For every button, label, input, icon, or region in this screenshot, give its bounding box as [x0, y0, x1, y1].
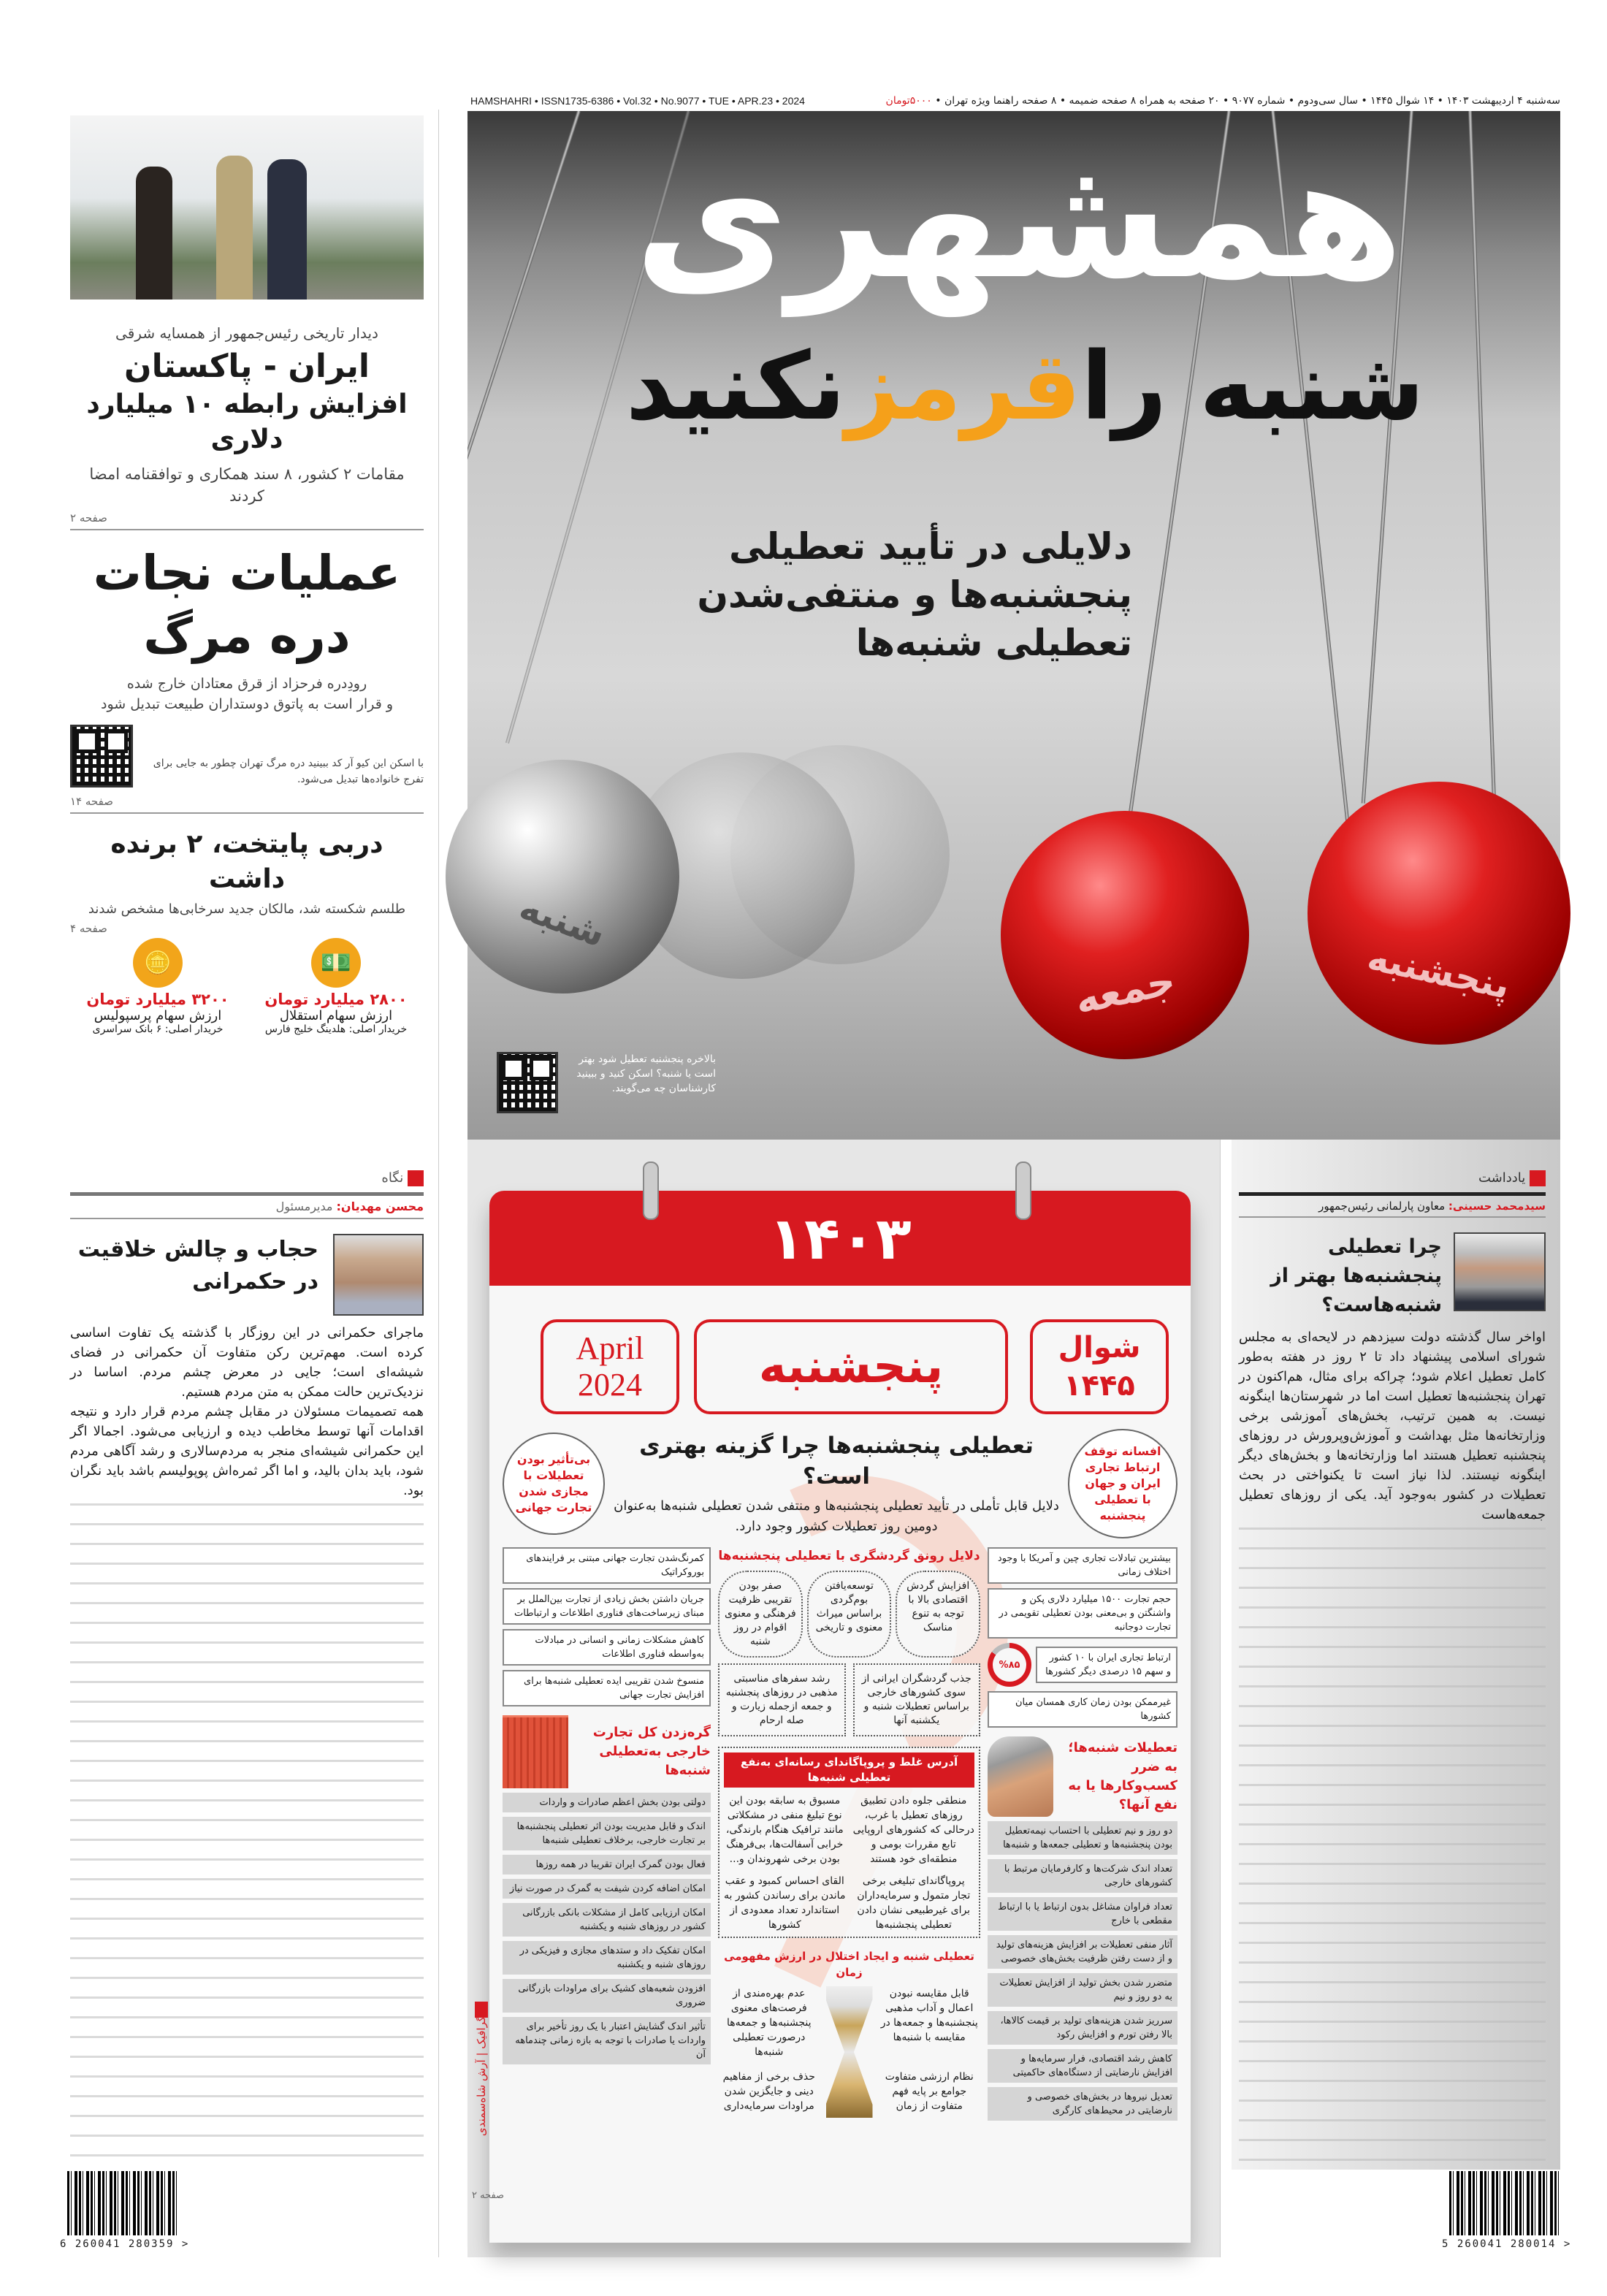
infographic-content: [503, 1429, 1177, 2121]
business-item: تعداد فراوان مشاغل بدون ارتباط یا با ارتباط مقطعی با خارج: [988, 1897, 1177, 1931]
gregorian-date-box: April 2024: [541, 1319, 679, 1414]
trade-heading: گره‌زدن کل تجارت خارجی به‌تعطیلی شنبه‌ها: [592, 1725, 711, 1778]
top-bar: [470, 63, 1560, 108]
qr-code-cover[interactable]: [497, 1052, 558, 1113]
story2-qr-text: با اسکن این کیو آر کد ببینید دره مرگ تهران چطور به جایی برای تفرج خانواده‌ها تبدیل می‌شود.: [153, 758, 424, 785]
percent-ring: %۸۵: [988, 1643, 1031, 1687]
barcode-left: [67, 2171, 177, 2235]
cover-subheadline: دلایلی در تأیید تعطیلی پنجشنبه‌ها و منتفی‌شدن تعطیلی شنبه‌ها: [697, 525, 1132, 664]
money-stack-icon: 💵: [311, 938, 361, 988]
author-role: مدیرمسئول: [275, 1200, 333, 1213]
story2-page-link[interactable]: صفحه ۱۴: [70, 795, 113, 808]
reason-box-left: کمرنگ‌شدن تجارت جهانی مبتنی بر فرایندهای بوروکراتیک: [503, 1547, 711, 1584]
cover-headline: شنبه راقرمزنکنید: [625, 332, 1424, 441]
reason-box-right: بیشترین تبادلات تجاری چین و آمریکا با وجود اختلاف زمانی: [988, 1547, 1177, 1584]
binder-ring: [643, 1162, 659, 1220]
trade-header: [503, 1715, 711, 1788]
author-photo: [1454, 1232, 1546, 1311]
time-grid: [718, 1986, 980, 2118]
cover-qr-block: [497, 1052, 716, 1113]
left-column-stories: [70, 115, 424, 1160]
business-item: متضرر شدن بخش تولید از افزایش تعطیلات به دو روز و نیم: [988, 1973, 1177, 2007]
infographic-middle-column: [718, 1547, 980, 2118]
weekday-box: پنجشنبه: [694, 1319, 1008, 1414]
story2-sub-2: و قرار است به پاتوق دوستداران طبیعت تبدیل شود: [101, 696, 393, 712]
calendar-header: [489, 1191, 1191, 1286]
stat-value: ۲۸۰۰ میلیارد تومان: [264, 991, 408, 1008]
stat-label: ارزش سهام استقلال: [279, 1008, 393, 1023]
stat-buyer: خریدار اصلی: هلدینگ خلیج فارس: [264, 1023, 408, 1035]
time-heading: تعطیلی شنبه و ایجاد اختلال در ارزش مفهومی زمان: [724, 1950, 974, 1979]
author-role: معاون پارلمانی رئیس‌جمهور: [1318, 1200, 1446, 1213]
byline: [70, 1196, 424, 1218]
red-square-icon: [408, 1170, 424, 1186]
divider: [70, 1218, 424, 1219]
infographic-top-row: [503, 1429, 1177, 1538]
calendar-year: ۱۴۰۳: [768, 1204, 912, 1273]
stat-esteghlal: [248, 938, 424, 1035]
story1-sub: مقامات ۲ کشور، ۸ سند همکاری و توافقنامه امضا کردند: [89, 465, 405, 505]
divider: [70, 529, 424, 530]
story3-page-link[interactable]: صفحه ۴: [70, 922, 107, 935]
media-item: القای احساس کمبود و عقب ماندن برای رساندن کشور به استاندارد تعداد معدودی از کشورها: [724, 1875, 846, 1931]
tourism-circle: توسعه‌یافتن بوم‌گردی براساس میراث معنوی و تاریخی: [807, 1571, 892, 1658]
author-name: محسن مهدیان:: [336, 1200, 424, 1213]
story1-page-link[interactable]: صفحه ۲: [70, 511, 107, 525]
trade-item: امکان تفکیک داد و ستدهای مجازی و فیزیکی در روزهای شنبه و یکشنبه: [503, 1941, 711, 1975]
opinion-body-2: همه تصمیمات مسئولان در مقابل چشم مردم قرار دارد و نتیجه اقدامات آنها توسط مخاطب دیده و ارزیابی می‌شود. اجمالا اگر این حکمرانی شیشه‌ای منجر به مردم‌سالاری و رشد آگاهی مردم شود، باید بدان بالید، و اما اگر ثمره‌اش پوپولیسم باشد باید نگران بود.: [70, 1404, 424, 1498]
infographic-intro: دلایل قابل تأملی در تأیید تعطیلی پنجشنبه‌ها و منتفی شدن تعطیلی شنبه‌ها به‌عنوان دومین روز تعطیلات کشور وجود دارد.: [614, 1498, 1059, 1534]
edition-info-persian: [822, 94, 1560, 108]
red-square-icon: [475, 2002, 488, 2018]
business-item: تعدیل نیروها در بخش‌های خصوصی و نارضایتی در محیط‌های کارگری: [988, 2087, 1177, 2121]
stat-label: ارزش سهام پرسپولیس: [93, 1008, 222, 1023]
column-divider: [1220, 1140, 1221, 2257]
infographic-title: تعطیلی پنجشنبه‌ها چرا گزینه بهتری است؟: [639, 1433, 1034, 1490]
story1-headline-1: ایران - پاکستان: [124, 348, 370, 385]
trade-item: امکان ارزیابی کامل از مشکلات بانکی بازرگانی کشور در روزهای شنبه و یکشنبه: [503, 1903, 711, 1937]
qr-code-death-valley[interactable]: [70, 725, 133, 787]
stat-value: ۳۲۰۰ میلیارد تومان: [86, 991, 229, 1008]
note-title: چرا تعطیلی پنجشنبه‌ها بهتر از شنبه‌هاست؟: [1270, 1235, 1442, 1316]
barcode-number-right: 5 260041 280014 >: [1442, 2238, 1572, 2250]
red-square-icon: [1530, 1170, 1546, 1186]
story2-headline-2: دره مرگ: [143, 608, 351, 664]
business-item: آثار منفی تعطیلات بر افزایش هزینه‌های تولید و از دست رفتن ظرفیت بخش‌های خصوصی: [988, 1935, 1177, 1969]
stat-buyer: خریدار اصلی: ۶ بانک سراسری: [92, 1023, 224, 1035]
story3-headline: دربی پایتخت، ۲ برنده داشت: [110, 829, 383, 894]
time-item: نظام ارزشی متفاوت جوامع بر پایه فهم متفاوت از زمان: [885, 2071, 974, 2112]
note-header: [1239, 1232, 1546, 1320]
sphere-thursday: پنجشنبه: [1308, 782, 1570, 1045]
reason-box-left: منسوخ شدن تقریبی ایده تعطیلی شنبه‌ها برای افزایش تجارت جهانی: [503, 1670, 711, 1706]
percent-row: [988, 1643, 1177, 1687]
business-heading: تعطیلات شنبه‌ها؛ به ضرر کسب‌وکارها یا به نفع آنها؟: [1068, 1740, 1177, 1812]
sphere-friday: جمعه: [1001, 811, 1249, 1059]
left-opinion: [70, 1167, 424, 2162]
barcode-right: [1449, 2171, 1559, 2235]
media-item: پروپاگاندای تبلیغی برخی تجار متمول و سرمایه‌داران برای غیرطبیعی نشان دادن تعطیلی پنجشنبه‌ها: [857, 1875, 971, 1931]
circle-right: افسانه توقف ارتباط تجاری ایران و جهان با تعطیلی پنجشنبه: [1068, 1429, 1177, 1538]
author-name: سیدمحمد حسینی:: [1448, 1200, 1546, 1213]
media-item: مسبوق به سابقه بودن این نوع تبلیغ منفی در مشکلاتی مانند ترافیک هنگام بارندگی، خرابی آسفالت‌ها، بی‌فرهنگ بودن برخی شهروندان و...: [725, 1795, 844, 1865]
opinion-header: [70, 1234, 424, 1316]
shipping-containers-image: [503, 1715, 568, 1788]
tourism-circle: صفر بودن تقریبی ظرفیت فرهنگی و معنوی اقوام در روز شنبه: [718, 1571, 803, 1658]
sphere-saturday: شنبه: [446, 760, 679, 993]
wrench-fist-image: [988, 1736, 1053, 1817]
tourism-box: جذب گردشگران ایرانی از سوی کشورهای خارجی براساس تعطیلات شنبه و یکشنبه آنها: [853, 1663, 981, 1736]
trade-item: فعال بودن گمرک ایران تقریبا در همه روزها: [503, 1855, 711, 1874]
byline: [1239, 1196, 1546, 1216]
story2-sub-1: رودِدره فرحزاد از قرق معتادان خارج شده: [126, 676, 367, 692]
trade-item: افزودن شعبه‌های کشیک برای مراودات بازرگانی ضروری: [503, 1979, 711, 2013]
opinion-body-1: ماجرای حکمرانی در این روزگار با گذشته یک تفاوت اساسی کرده است. مهم‌ترین رکن متفاوت آن حکمرانی در فضای شیشه‌ای است؛ جایی در معرض چشم مردم. اساسا در نزدیک‌ترین حالت ممکن به متن مردم هستیم.: [70, 1325, 424, 1400]
business-item: تعداد اندک شرکت‌ها و کارفرمایان مرتبط با کشورهای خارجی: [988, 1859, 1177, 1893]
stats-row: [70, 938, 424, 1035]
reason-box-right: غیرممکن بودن زمان کاری همسان میان کشورها: [988, 1691, 1177, 1728]
photo-presidents-meeting: [70, 115, 424, 300]
story1-kicker: دیدار تاریخی رئیس‌جمهور از همسایه شرقی: [115, 324, 378, 342]
trade-item: امکان اضافه کردن شیفت به گمرک در صورت نیاز: [503, 1879, 711, 1899]
graphics-credit: گرافیک | آرش شاه‌سمندی: [475, 2016, 488, 2137]
business-item: کاهش رشد اقتصادی، فرار سرمایه‌ها و افزایش نارضایتی از دستگاه‌های حاکمیتی: [988, 2049, 1177, 2083]
media-item: منطقی جلوه دادن تطبیق روزهای تعطیل با غرب، درحالی که کشورهای اروپایی تابع مقررات بومی و منطقه‌ای خود هستند: [852, 1795, 974, 1865]
column-divider: [438, 110, 439, 2257]
media-grid: [724, 1793, 974, 1932]
infographic-columns: [503, 1547, 1177, 2121]
infographic-left-column: [503, 1547, 711, 2064]
divider: [70, 812, 424, 814]
note-body: اواخر سال گذشته دولت سیزدهم در لایحه‌ای به مجلس شورای اسلامی پیشنهاد داد تا ۲ روز در هفته به‌طور کامل تعطیل اعلام شود؛ چراکه برای مثال، هم‌اکنون در تهران پنجشنبه‌ها تعطیل است اما در شهرستان‌ها اینگونه نیست. به همین ترتیب، بخش‌های آموزشی برخی وزارتخانه‌ها مثل بهداشت و آموزش‌وپرورش در روزهای پنجشنبه تعطیل هستند اما وزارتخانه‌ها و بخش‌های دیگر اینگونه نیستند. لذا نیاز است تا یکنواختی در بحث تعطیلات در کشور به‌وجود آید. یکی از روزهای تعطیل جمعه‌هاست: [1239, 1330, 1546, 1522]
story3-sub: طلسم شکسته شد، مالکان جدید سرخابی‌ها مشخص شدند: [88, 901, 406, 917]
section-label-note: یادداشت: [1239, 1167, 1546, 1189]
business-item: سرریز شدن هزینه‌های تولید بر قیمت کالاها، بالا رفتن تورم و افزایش رکود: [988, 2011, 1177, 2045]
price: ۵۰۰۰تومان: [885, 95, 932, 107]
business-item: دو روز و نیم تعطیلی با احتساب نیمه‌تعطیل بودن پنجشنبه‌ها و تعطیلی جمعه‌ها و شنبه‌ها: [988, 1821, 1177, 1855]
tourism-heading: دلایل رونق گردشگری با تعطیلی پنجشنبه‌ها: [718, 1549, 980, 1563]
hijri-date-box: شوال ۱۴۴۵: [1030, 1319, 1169, 1414]
story2-headline-1: عملیات نجات: [93, 545, 401, 601]
hourglass-image: [826, 1986, 873, 2118]
time-item: حذف برخی از مفاهیم دینی و جایگزین شدن مراودات سرمایه‌داری: [722, 2071, 815, 2112]
media-frame: [718, 1747, 980, 1938]
story2-qr-row: [70, 725, 424, 787]
trade-item: اندک و قابل مدیریت بودن اثر تعطیلی پنجشنبه‌ها بر تجارت خارجی، برخلاف تعطیلی شنبه‌ها: [503, 1817, 711, 1850]
tourism-circles: [718, 1571, 980, 1658]
trade-item: دولتی بودن بخش اعظم صادرات و واردات: [503, 1793, 711, 1812]
time-item: عدم بهره‌مندی از فرصت‌های معنوی پنجشنبه‌ها و جمعه‌ها درصورت تعطیلی شنبه‌ها: [726, 1988, 812, 2058]
edition-date: سه‌شنبه ۴ اردیبهشت ۱۴۰۳ • ۱۴ شوال ۱۴۴۵ • سال سی‌ودوم • شماره ۹۰۷۷ • ۲۰ صفحه به همراه ۸ صفحه ضمیمه • ۸ صفحه راهنما ویژه تهران •: [935, 95, 1560, 107]
section-label-negah: نگاه: [70, 1167, 424, 1189]
edition-info-latin: HAMSHAHRI • ISSN1735-6386 • Vol.32 • No.9077 • TUE • APR.23 • 2024: [470, 95, 805, 107]
binder-ring: [1015, 1162, 1031, 1220]
body-text-continued: [1239, 1528, 1546, 2162]
time-item: قابل مقایسه نبودن اعمال و آداب مذهبی پنجشنبه‌ها و جمعه‌ها در مقایسه با شنبه‌ها: [880, 1988, 978, 2043]
infographic-title-block: [614, 1430, 1059, 1537]
tourism-circle: افزایش گردش اقتصادی بالا با توجه به تنوع مناسک: [896, 1571, 980, 1658]
right-note: [1239, 1167, 1546, 2162]
coins-icon: 🪙: [133, 938, 183, 988]
trade-item: تأثیر اندک گشایش اعتبار با یک روز تأخیر برای واردات یا صادرات با توجه به بازه زمانی چندماهه آن: [503, 2017, 711, 2064]
circle-left: بی‌تأثیر بودن تعطیلات با مجازی شدن تجارت جهانی: [503, 1433, 605, 1535]
stat-persepolis: [70, 938, 245, 1035]
masthead-logo: همشهری: [634, 121, 1404, 316]
reason-box-right: حجم تجارت ۱۵۰۰ میلیارد دلاری پکن و واشنگتن و بی‌معنی بودن تعطیلی تقویمی در تجارت دوجانبه: [988, 1588, 1177, 1639]
infographic-right-column: [988, 1547, 1177, 2121]
reason-box-left: کاهش مشکلات زمانی و انسانی در مبادلات به‌واسطه فناوری اطلاعات: [503, 1629, 711, 1666]
media-heading: آدرس غلط و پروپاگاندای رسانه‌ای به‌نفع تعطیلی شنبه‌ها: [724, 1752, 974, 1788]
author-photo: [333, 1234, 424, 1316]
tourism-boxes: [718, 1663, 980, 1736]
reason-box-left: جریان داشتن بخش زیادی از تجارت بین‌الملل بر مبنای زیرساخت‌های فناوری اطلاعات و ارتباطات: [503, 1588, 711, 1625]
reason-box-right: ارتباط تجاری ایران با ۱۰ کشور و سهم ۱۵ درصدی دیگر کشورها: [1036, 1647, 1177, 1683]
story1-headline-2: افزایش رابطه ۱۰ میلیارد دلاری: [86, 389, 408, 454]
cover-qr-text: بالاخره پنجشنبه تعطیل شود بهتر است یا شنبه؟ اسکن کنید و ببینید کارشناسان چه می‌گویند.: [576, 1053, 716, 1094]
divider: [1239, 1216, 1546, 1218]
infographic-page-link[interactable]: صفحه ۲: [472, 2190, 505, 2201]
body-text-continued: [70, 1503, 424, 2162]
tourism-box: رشد سفرهای مناسبتی مذهبی در روزهای پنجشنبه و جمعه ازجمله زیارت و صله ارحام: [718, 1663, 846, 1736]
business-header: [988, 1736, 1177, 1817]
barcode-number-left: 6 260041 280359 >: [60, 2238, 190, 2250]
opinion-title: حجاب و چالش خلاقیت در حکمرانی: [77, 1237, 318, 1294]
